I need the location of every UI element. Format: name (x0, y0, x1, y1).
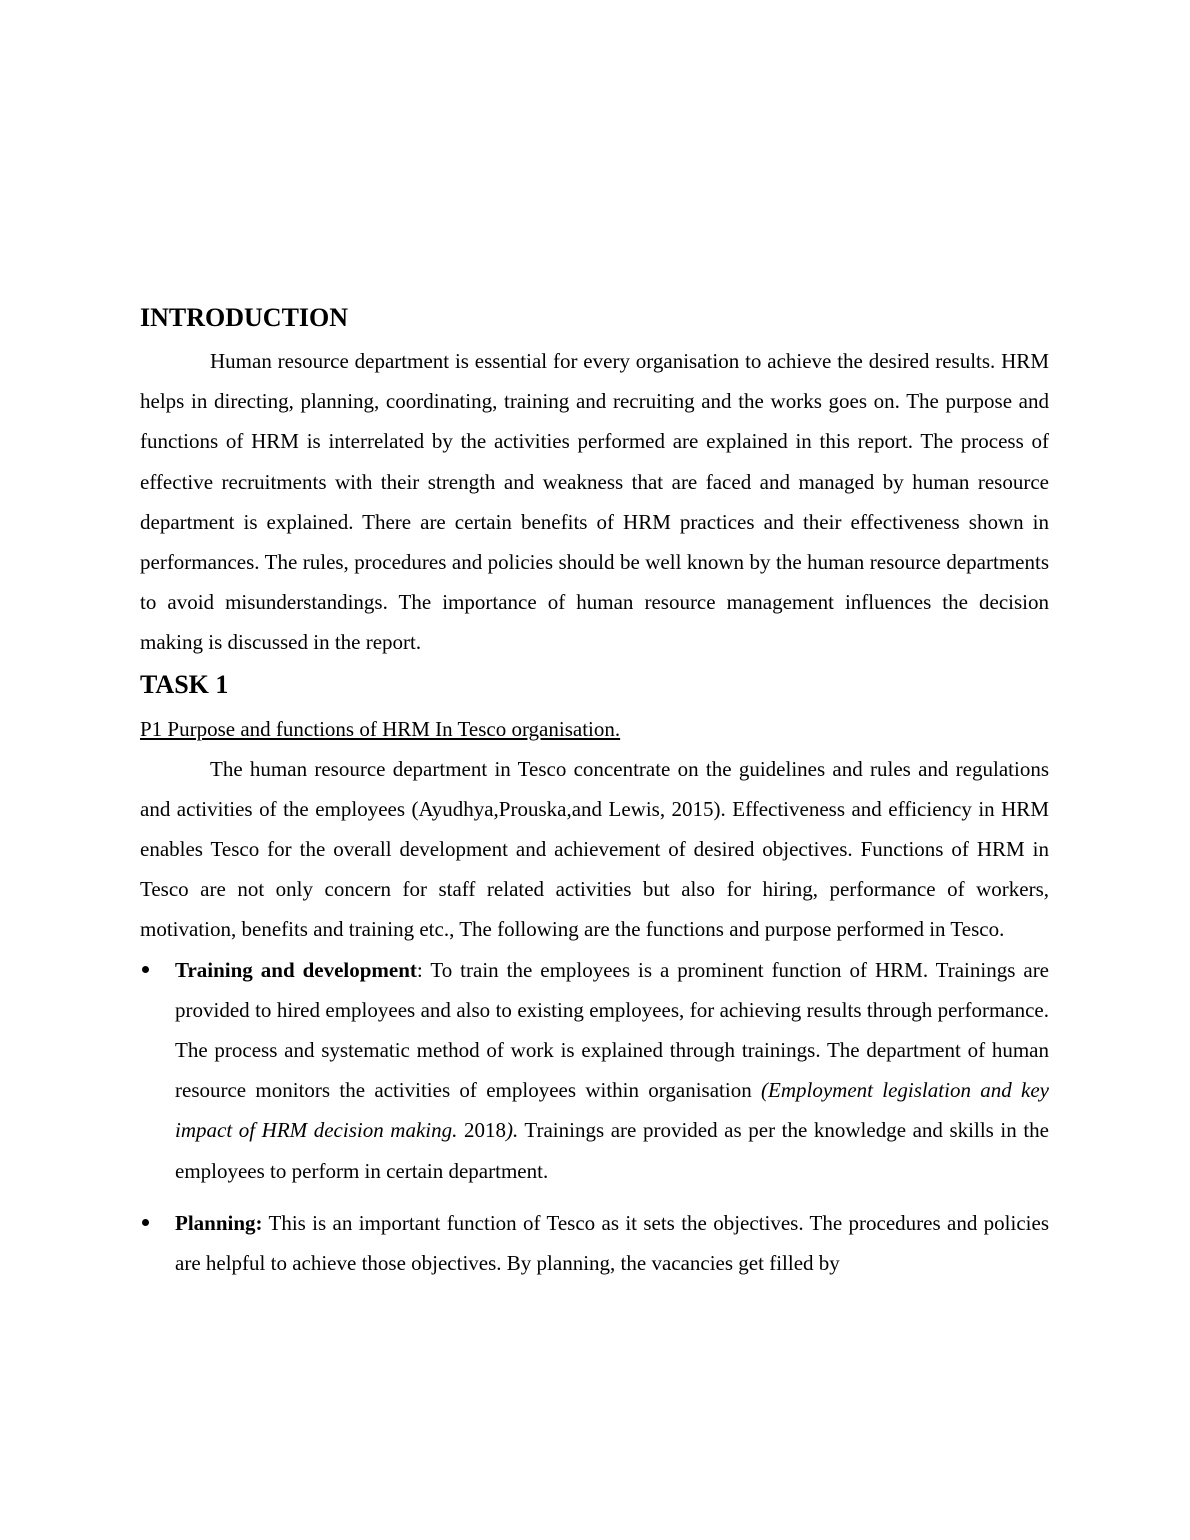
functions-list (140, 950, 1049, 1284)
document-page (140, 298, 1049, 1283)
task-1-paragraph: The human resource department in Tesco concentrate on the guidelines and rules and regulations and activities of the employees (Ayudhya,Prouska,and Lewis, 2015). Effectiveness and efficiency in HRM enables Tesco for the overall development and achievement of desired objectives. Functions of HRM in Tesco are not only concern for staff related activities but also for hiring, performance of workers, motivation, benefits and training etc., The following are the functions and purpose performed in Tesco. (140, 756, 1049, 942)
citation-close: ). (505, 1118, 519, 1143)
introduction-heading: INTRODUCTION (140, 303, 349, 332)
bullet-text: This is an important function of Tesco as it sets the objectives. The procedures and policies are helpful to achieve those objectives. By planning, the vacancies get filled by (175, 1210, 1049, 1276)
bullet-text: To train the employees is a prominent function of HRM. Trainings are provided to hired employees and also to existing employees, for achieving results through performance. The process and systematic method of work is explained through trainings. The department of human resource monitors the activities of employees within organisation (175, 957, 1050, 1103)
bullet-separator: : (416, 957, 423, 982)
introduction-paragraph: Human resource department is essential for every organisation to achieve the desired results. HRM helps in directing, planning, coordinating, training and recruiting and the works goes on. The purpose and functions of HRM is interrelated by the activities performed are explained in this report. The process of effective recruitments with their strength and weakness that are faced and managed by human resource department is explained. There are certain benefits of HRM practices and their effectiveness shown in performances. The rules, procedures and policies should be well known by the human resource departments to avoid misunderstandings. The importance of human resource management influences the decision making is discussed in the report. (140, 349, 1049, 655)
p1-subheading: P1 Purpose and functions of HRM In Tesco organisation. (140, 716, 621, 741)
citation-title: (Employment legislation and key impact of HRM decision making. (175, 1078, 1049, 1143)
task-1-heading: TASK 1 (140, 669, 229, 699)
bullet-term: Training and development (175, 957, 417, 982)
bullet-icon (142, 966, 149, 973)
bullet-text-continued: Trainings are provided as per the knowledge and skills in the employees to perform in certain department. (175, 1118, 1050, 1183)
citation-year: 2018 (457, 1118, 506, 1143)
list-item-training (140, 950, 1049, 1191)
list-item-planning (140, 1203, 1049, 1283)
bullet-icon (142, 1219, 149, 1226)
bullet-term: Planning: (175, 1210, 263, 1235)
